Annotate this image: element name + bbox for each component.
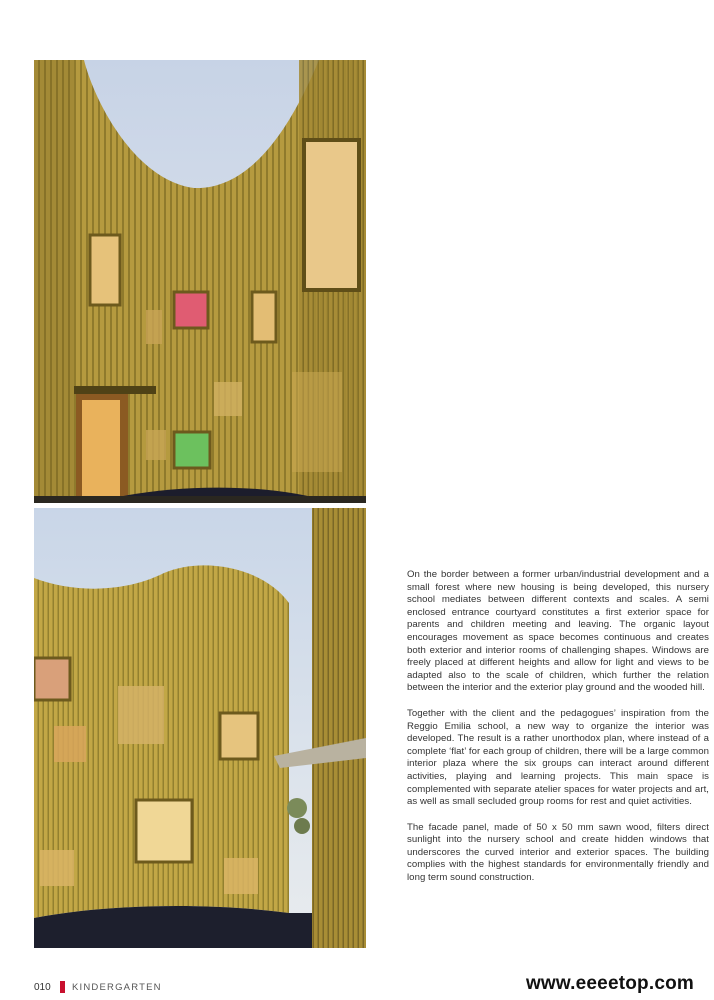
- article-body: [407, 569, 709, 898]
- section-marker-icon: [60, 981, 65, 993]
- paragraph-3: The facade panel, made of 50 x 50 mm sawn wood, filters direct sunlight into the nursery school and create hidden windows that underscores the curved interior and exterior spaces. The building complies with the highest standards for environmentally friendly and long term sound construction.: [407, 821, 709, 884]
- page-number: 010: [34, 982, 51, 993]
- facade-photo-bottom: [34, 508, 366, 948]
- site-watermark: www.eeeetop.com: [525, 973, 694, 994]
- courtyard-photo-top: [34, 60, 366, 503]
- paragraph-2: Together with the client and the pedagogues’ inspiration from the Reggio Emilia school, a new way to organize the interior was developed. The result is a rather unorthodox plan, where instead of a complete ‘flat’ for each group of children, there will be a large common interior plaza where the six groups can interact around different activities, playing and learning projects. This main space is complemented with separate atelier spaces for water projects and art, as well as small secluded group rooms for rest and quiet activities.: [407, 707, 709, 808]
- section-title: KINDERGARTEN: [72, 982, 162, 993]
- page-footer: [34, 973, 694, 996]
- paragraph-1: On the border between a former urban/industrial development and a small forest where new housing is being developed, this nursery school mediates between different contexts and scales. A semi enclosed entrance courtyard constitutes a first exterior space for parents and children meeting and leaving. The organic layout encourages movement as space becomes continuous and creates both exterior and interior rooms of challenging shapes. Windows are freely placed at different heights and allow for light and views to be adapted also to the scale of children, which further the relation between the interior and the exterior play ground and the wooded hill.: [407, 569, 709, 694]
